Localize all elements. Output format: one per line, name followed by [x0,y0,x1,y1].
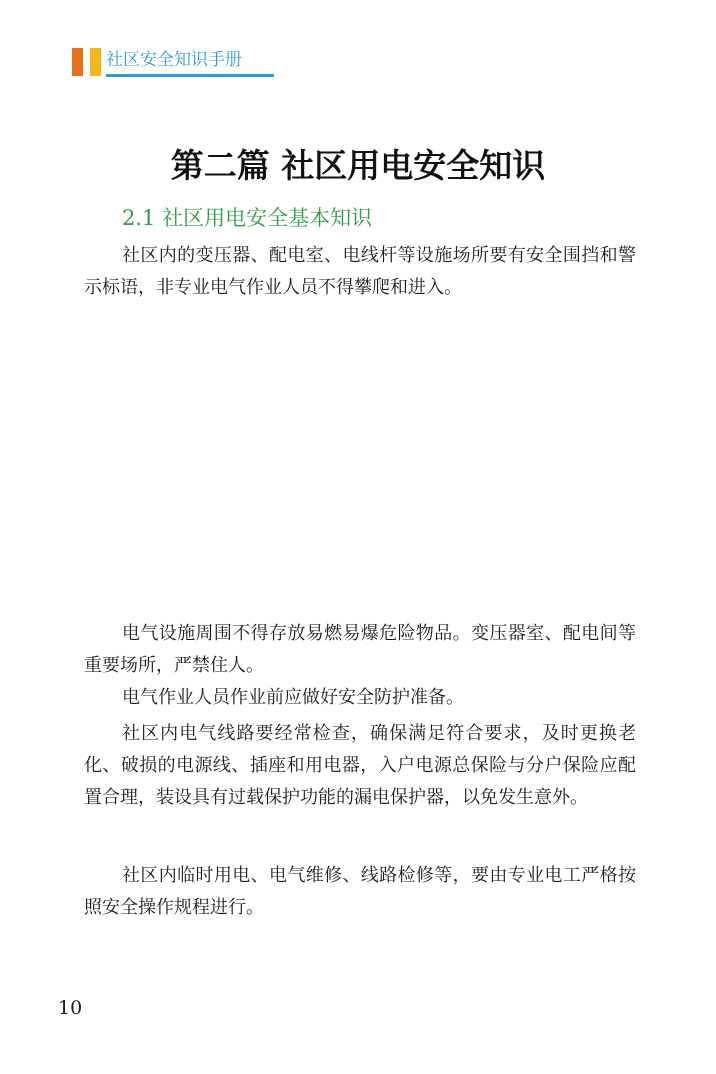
paragraph: 社区内电气线路要经常检查，确保满足符合要求，及时更换老化、破损的电源线、插座和用电器，入户电源总保险与分户保险应配置合理，装设具有过载保护功能的漏电保护器，以免发生意外。 [84,723,636,808]
paragraph: 电气作业人员作业前应做好安全防护准备。 [122,687,464,708]
paragraph: 电气设施周围不得存放易燃易爆危险物品。变压器室、配电间等重要场所，严禁住人。 [84,623,636,676]
page-number: 10 [58,997,83,1019]
section-title: 2.1 社区用电安全基本知识 [122,206,373,230]
book-title: 社区安全知识手册 [106,50,242,70]
orange-marker-bar [72,48,83,76]
chapter-title: 第二篇 社区用电安全知识 [170,146,546,185]
yellow-marker-bar [90,48,101,76]
paragraph: 社区内的变压器、配电室、电线杆等设施场所要有安全围挡和警示标语，非专业电气作业人员不得攀爬和进入。 [84,245,636,298]
paragraph: 社区内临时用电、电气维修、线路检修等，要由专业电工严格按照安全操作规程进行。 [84,865,636,918]
header-underline [106,74,274,77]
